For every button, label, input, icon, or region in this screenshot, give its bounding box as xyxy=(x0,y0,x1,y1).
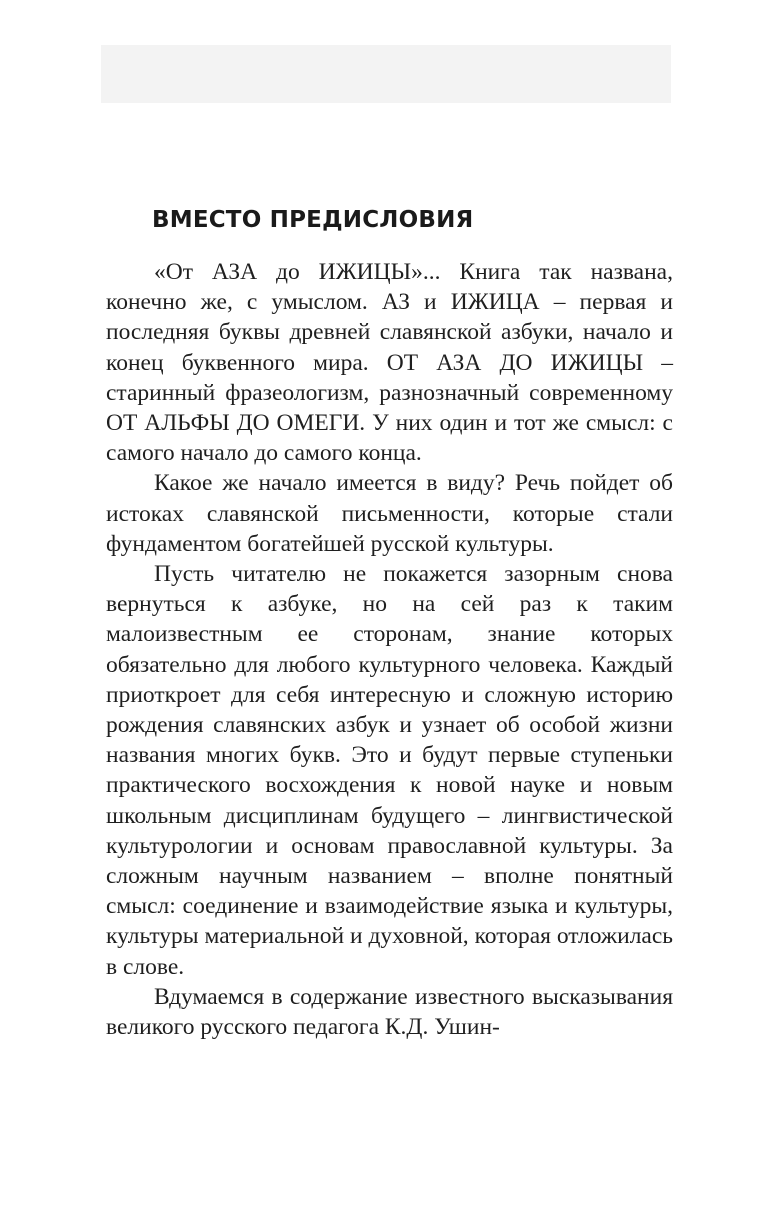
header-band xyxy=(101,45,671,103)
paragraph-1: «От АЗА до ИЖИЦЫ»... Книга так названа, конечно же, с умыслом. АЗ и ИЖИЦА – первая и последняя буквы древней славянской азбуки, начало и конец буквенного мира. ОТ АЗА ДО ИЖИЦЫ – старинный фразеологизм, разнозначный современному ОТ АЛЬФЫ ДО ОМЕГИ. У них один и тот же смысл: с самого начало до самого конца. xyxy=(106,259,673,467)
paragraph-3: Пусть читателю не покажется зазорным снова вернуться к азбуке, но на сей раз к таким малоизвестным ее сторонам, знание которых обязательно для любого культурного человека. Каждый приоткроет для себя интересную и сложную историю рождения славянских азбук и узнает об особой жизни названия многих букв. Это и будут первые ступеньки практического восхождения к новой науке и новым школьным дисциплинам будущего – лингвистической культурологии и основам православной культуры. За сложным научным названием – вполне понятный смысл: соединение и взаимодействие языка и культуры, культуры материальной и духовной, которая отложилась в слове. xyxy=(106,561,673,980)
section-heading: ВМЕСТО ПРЕДИСЛОВИЯ xyxy=(152,207,474,233)
paragraph-2: Какое же начало имеется в виду? Речь пойдет об истоках славянской письменности, которые стали фундаментом богатейшей русской культуры. xyxy=(106,470,673,557)
paragraph-4: Вдумаемся в содержание известного высказывания великого русского педагога К.Д. Ушин- xyxy=(106,983,673,1041)
body-text xyxy=(106,257,673,1042)
